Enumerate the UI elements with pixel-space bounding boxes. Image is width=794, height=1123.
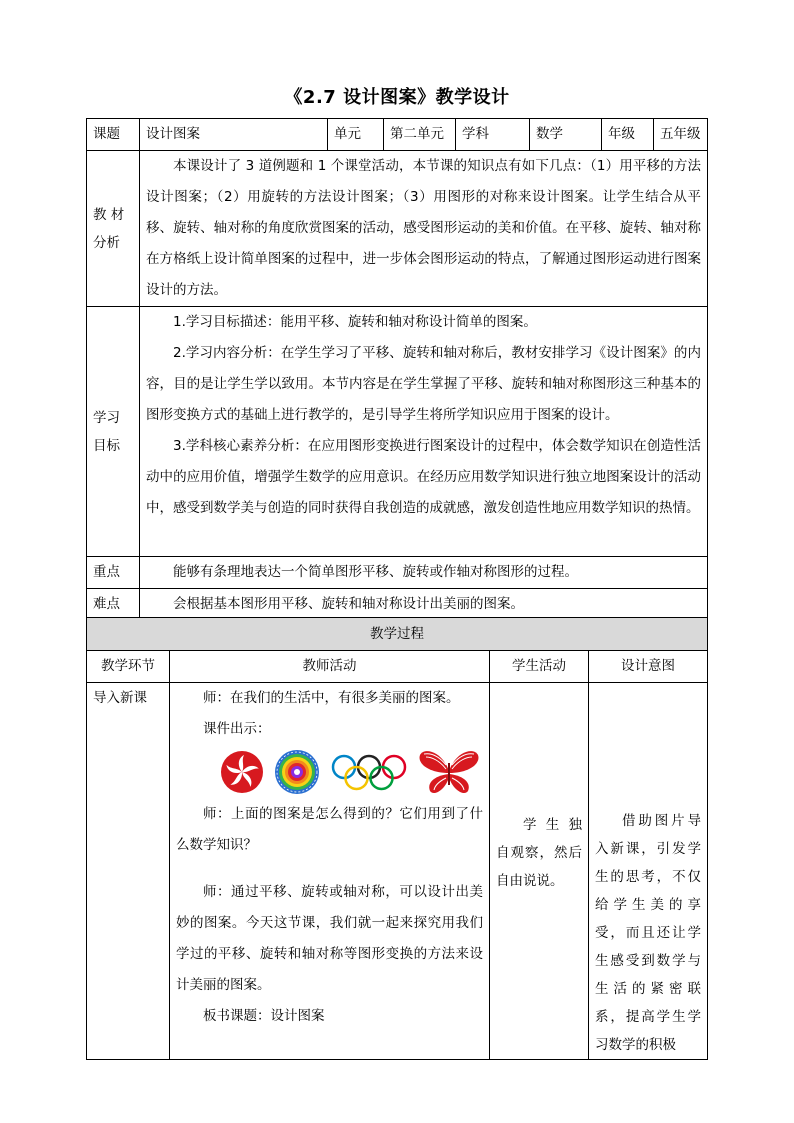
student-cell <box>490 683 589 1060</box>
grade-value: 五年级 <box>654 119 708 151</box>
goal-item-3: 3.学科核心素养分析：在应用图形变换进行图案设计的过程中，体会数学知识在创造性活动中的应用价值，增强学生数学的应用意识。在经历应用数学知识进行独立地图案设计的活动中，感受到数学美与创造的同时获得自我创造的成就感，激发创造性地应用数学知识的热情。 <box>146 438 701 516</box>
bauhinia-icon <box>220 750 264 794</box>
col-teacher: 教师活动 <box>170 651 490 683</box>
key-point-label: 重点 <box>87 557 140 589</box>
teacher-line-4: 师：通过平移、旋转或轴对称，可以设计出美妙的图案。今天这节课，我们就一起来探究用我们学过的平移、旋转和轴对称等图形变换的方法来设计美丽的图案。 <box>176 884 483 993</box>
teacher-cell <box>170 683 490 1060</box>
teacher-line-3: 师：上面的图案是怎么得到的？它们用到了什么数学知识？ <box>176 806 483 853</box>
process-heading: 教学过程 <box>87 618 708 651</box>
course-value: 设计图案 <box>140 119 328 151</box>
col-student: 学生活动 <box>490 651 589 683</box>
analysis-text: 本课设计了 3 道例题和 1 个课堂活动，本节课的知识点有如下几点：（1）用平移的方法设计图案；（2）用旋转的方法设计图案；（3）用图形的对称来设计图案。让学生结合从平移、旋转、轴对称的角度欣赏图案的活动，感受图形运动的美和价值。在平移、旋转、轴对称在方格纸上设计简单图案的过程中，进一步体会图形运动的特点，了解通过图形运动进行图案设计的方法。 <box>146 158 701 298</box>
difficulty-text: 会根据基本图形用平移、旋转和轴对称设计出美丽的图案。 <box>173 596 524 612</box>
stage-label: 导入新课 <box>93 690 147 706</box>
col-intent: 设计意图 <box>589 651 708 683</box>
lesson-info-table <box>86 118 708 621</box>
course-label: 课题 <box>87 119 140 151</box>
analysis-label: 教 材 分析 <box>87 151 140 307</box>
olympic-rings-icon <box>330 752 408 792</box>
butterfly-icon <box>418 747 480 797</box>
unit-label: 单元 <box>328 119 384 151</box>
student-activity: 学 生 独 自观察，然后自由说说。 <box>496 817 582 889</box>
teacher-line-1: 师：在我们的生活中，有很多美丽的图案。 <box>203 690 460 706</box>
process-table <box>86 617 708 1060</box>
grade-label: 年级 <box>602 119 654 151</box>
goal-item-2: 2.学习内容分析：在学生学习了平移、旋转和轴对称后，教材安排学习《设计图案》的内容，目的是让学生学以致用。本节内容是在学生掌握了平移、旋转和轴对称图形这三种基本的图形变换方式的基础上进行教学的，是引导学生将所学知识应用于图案的设计。 <box>146 345 701 423</box>
pattern-images <box>176 745 483 799</box>
unit-value: 第二单元 <box>384 119 456 151</box>
col-stage: 教学环节 <box>87 651 170 683</box>
teacher-line-2: 课件出示： <box>203 721 271 737</box>
design-intent: 借助图片导入新课，引发学生的思考，不仅给学生美的享受，而且还让学生感受到数学与生活的紧密联系，提高学生学习数学的积极 <box>595 813 701 1053</box>
difficulty-label: 难点 <box>87 589 140 621</box>
page-title: 《2.7 设计图案》教学设计 <box>284 87 510 108</box>
stage-cell <box>87 683 170 1060</box>
goals-label: 学习 目标 <box>87 307 140 557</box>
subject-label: 学科 <box>456 119 530 151</box>
mandala-icon <box>274 749 320 795</box>
key-point-text: 能够有条理地表达一个简单图形平移、旋转或作轴对称图形的过程。 <box>173 564 578 580</box>
intent-cell <box>589 683 708 1060</box>
subject-value: 数学 <box>530 119 602 151</box>
goal-item-1: 1.学习目标描述：能用平移、旋转和轴对称设计简单的图案。 <box>173 314 537 330</box>
teacher-line-5: 板书课题：设计图案 <box>203 1008 325 1024</box>
